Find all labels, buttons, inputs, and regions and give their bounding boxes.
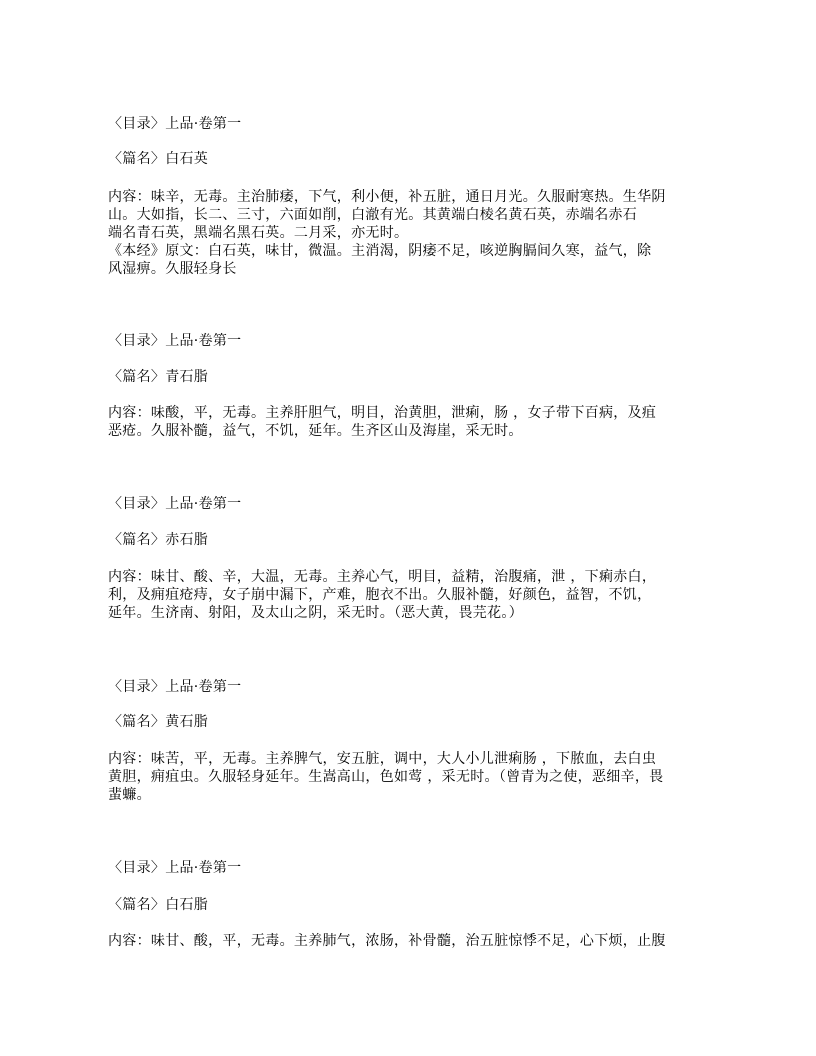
- content-line: 恶疮。久服补髓，益气，不饥，延年。生齐区山及海崖，采无时。: [108, 423, 523, 439]
- content-line: 内容：味苦，平，无毒。主养脾气，安五脏，调中，大人小儿泄痢肠 ，下脓血，去白虫: [108, 751, 657, 767]
- entry-title: 〈篇名〉白石脂: [108, 897, 209, 913]
- content-line: 内容：味甘、酸、辛，大温，无毒。主养心气，明目，益精，治腹痛，泄 ，下痢赤白，: [108, 569, 657, 585]
- entry-title: 〈篇名〉白石英: [108, 151, 209, 167]
- catalog-heading: 〈目录〉上品·卷第一: [108, 679, 242, 695]
- entry-title: 〈篇名〉青石脂: [108, 369, 209, 385]
- content-line: 风湿痹。久服轻身长: [108, 261, 237, 277]
- content-line: 黄胆，痈疽虫。久服轻身延年。生嵩高山，色如莺 ，采无时。（曾青为之使，恶细辛，畏: [108, 769, 664, 785]
- catalog-heading: 〈目录〉上品·卷第一: [108, 116, 242, 132]
- content-line: 山。大如指，长二、三寸，六面如削，白澈有光。其黄端白棱名黄石英，赤端名赤石: [108, 207, 638, 223]
- content-line: 端名青石英，黑端名黑石英。二月采，亦无时。: [108, 225, 409, 241]
- catalog-heading: 〈目录〉上品·卷第一: [108, 496, 242, 512]
- entry-title: 〈篇名〉赤石脂: [108, 532, 209, 548]
- entry-title: 〈篇名〉黄石脂: [108, 714, 209, 730]
- content-line: 内容：味辛，无毒。主治肺痿，下气，利小便，补五脏，通日月光。久服耐寒热。生华阴: [108, 189, 666, 205]
- content-line: 内容：味酸，平，无毒。主养肝胆气，明目，治黄胆，泄痢，肠 ，女子带下百病，及疽: [108, 405, 657, 421]
- content-line: 延年。生济南、射阳，及太山之阴，采无时。（恶大黄，畏芫花。）: [108, 605, 523, 621]
- content-line: 利，及痈疽疮痔，女子崩中漏下，产难，胞衣不出。久服补髓，好颜色，益智，不饥，: [108, 587, 652, 603]
- catalog-heading: 〈目录〉上品·卷第一: [108, 860, 242, 876]
- catalog-heading: 〈目录〉上品·卷第一: [108, 333, 242, 349]
- content-line: 《本经》原文：白石英，味甘，微温。主消渴，阴痿不足，咳逆胸膈间久寒，益气，除: [108, 243, 652, 259]
- content-line: 内容：味甘、酸，平，无毒。主养肺气，浓肠，补骨髓，治五脏惊悸不足，心下烦，止腹: [108, 933, 666, 949]
- content-line: 蜚蠊。: [108, 787, 151, 803]
